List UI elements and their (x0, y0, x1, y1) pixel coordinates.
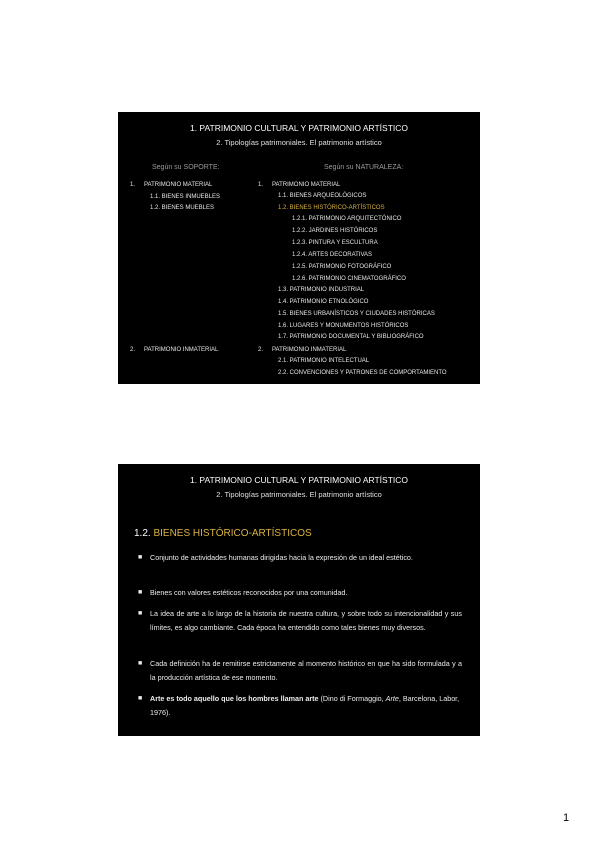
bullet-marker: ■ (138, 589, 143, 596)
right-item: 2.2. CONVENCIONES Y PATRONES DE COMPORTAMIENTO (278, 370, 447, 376)
left-item: 1.2. BIENES MUEBLES (150, 205, 215, 211)
left-item: 1.1. BIENES INMUEBLES (150, 194, 221, 200)
slide-2 (118, 464, 480, 736)
right-item: 1.3. PATRIMONIO INDUSTRIAL (278, 287, 365, 293)
column-heading-naturaleza: Según su NATURALEZA: (324, 164, 404, 171)
right-item: 1.1. BIENES ARQUEOLÓGICOS (278, 193, 367, 199)
right-item-highlighted: 1.2. BIENES HISTÓRICO-ARTÍSTICOS (278, 205, 385, 211)
right-item: 1.5. BIENES URBANÍSTICOS Y CIUDADES HISTÓRICAS (278, 311, 435, 317)
column-heading-soporte: Según su SOPORTE: (152, 164, 220, 171)
left-item: 2. PATRIMONIO INMATERIAL (130, 347, 219, 353)
right-item: 1.2.5. PATRIMONIO FOTOGRÁFICO (292, 264, 392, 270)
bullet-item: ■ La idea de arte a lo largo de la historia de nuestra cultura, y sobre todo su intencionalidad y sus límites, es algo cambiante. Cada época ha entendido como tales bienes muy diversos. (138, 609, 462, 632)
slide2-title: 1. PATRIMONIO CULTURAL Y PATRIMONIO ARTÍSTICO (189, 475, 409, 485)
right-item: 1.4. PATRIMONIO ETNOLÓGICO (278, 299, 369, 305)
slide2-subtitle: 2. Tipologías patrimoniales. El patrimonio artístico (216, 490, 382, 499)
bullet-marker: ■ (138, 554, 143, 561)
right-item: 1.7. PATRIMONIO DOCUMENTAL Y BIBLIOGRÁFICO (278, 334, 424, 340)
bullet-item: ■ Cada definición ha de remitirse estrictamente al momento histórico en que ha sido formulada y a la producción artística de ese momento. (138, 659, 462, 682)
left-item: 1. PATRIMONIO MATERIAL (130, 182, 213, 188)
right-item: 1.2.4. ARTES DECORATIVAS (292, 252, 373, 258)
section-heading: 1.2. BIENES HISTÓRICO-ARTÍSTICOS (134, 528, 312, 539)
right-item: 1.2.3. PINTURA Y ESCULTURA (292, 240, 378, 246)
right-item: 1.2.6. PATRIMONIO CINEMATOGRÁFICO (292, 276, 406, 282)
right-item: 1. PATRIMONIO MATERIAL (258, 182, 341, 188)
bullet-item: ■ Conjunto de actividades humanas dirigidas hacia la expresión de un ideal estético. (150, 551, 462, 565)
right-item: 1.6. LUGARES Y MONUMENTOS HISTÓRICOS (278, 323, 409, 329)
right-item: 1.2.2. JARDINES HISTÓRICOS (292, 228, 378, 234)
slide-1 (118, 112, 480, 384)
bullet-item-quote: ■ Arte es todo aquello que los hombres llaman arte (Dino di Formaggio, Arte, Barcelona, Labor, 1976). (138, 694, 460, 717)
slide1-subtitle: 2. Tipologías patrimoniales. El patrimonio artístico (216, 138, 382, 147)
right-item: 2. PATRIMONIO INMATERIAL (258, 347, 347, 353)
bullet-marker: ■ (138, 695, 143, 702)
bullet-item: ■ Bienes con valores estéticos reconocidos por una comunidad. (150, 586, 462, 600)
bullet-marker: ■ (138, 610, 143, 617)
right-item: 2.1. PATRIMONIO INTELECTUAL (278, 358, 370, 364)
slide1-title: 1. PATRIMONIO CULTURAL Y PATRIMONIO ARTÍSTICO (189, 123, 409, 133)
page-number: 1 (563, 812, 570, 824)
bullet-marker: ■ (138, 660, 143, 667)
right-item: 1.2.1. PATRIMONIO ARQUITECTÓNICO (292, 216, 402, 222)
